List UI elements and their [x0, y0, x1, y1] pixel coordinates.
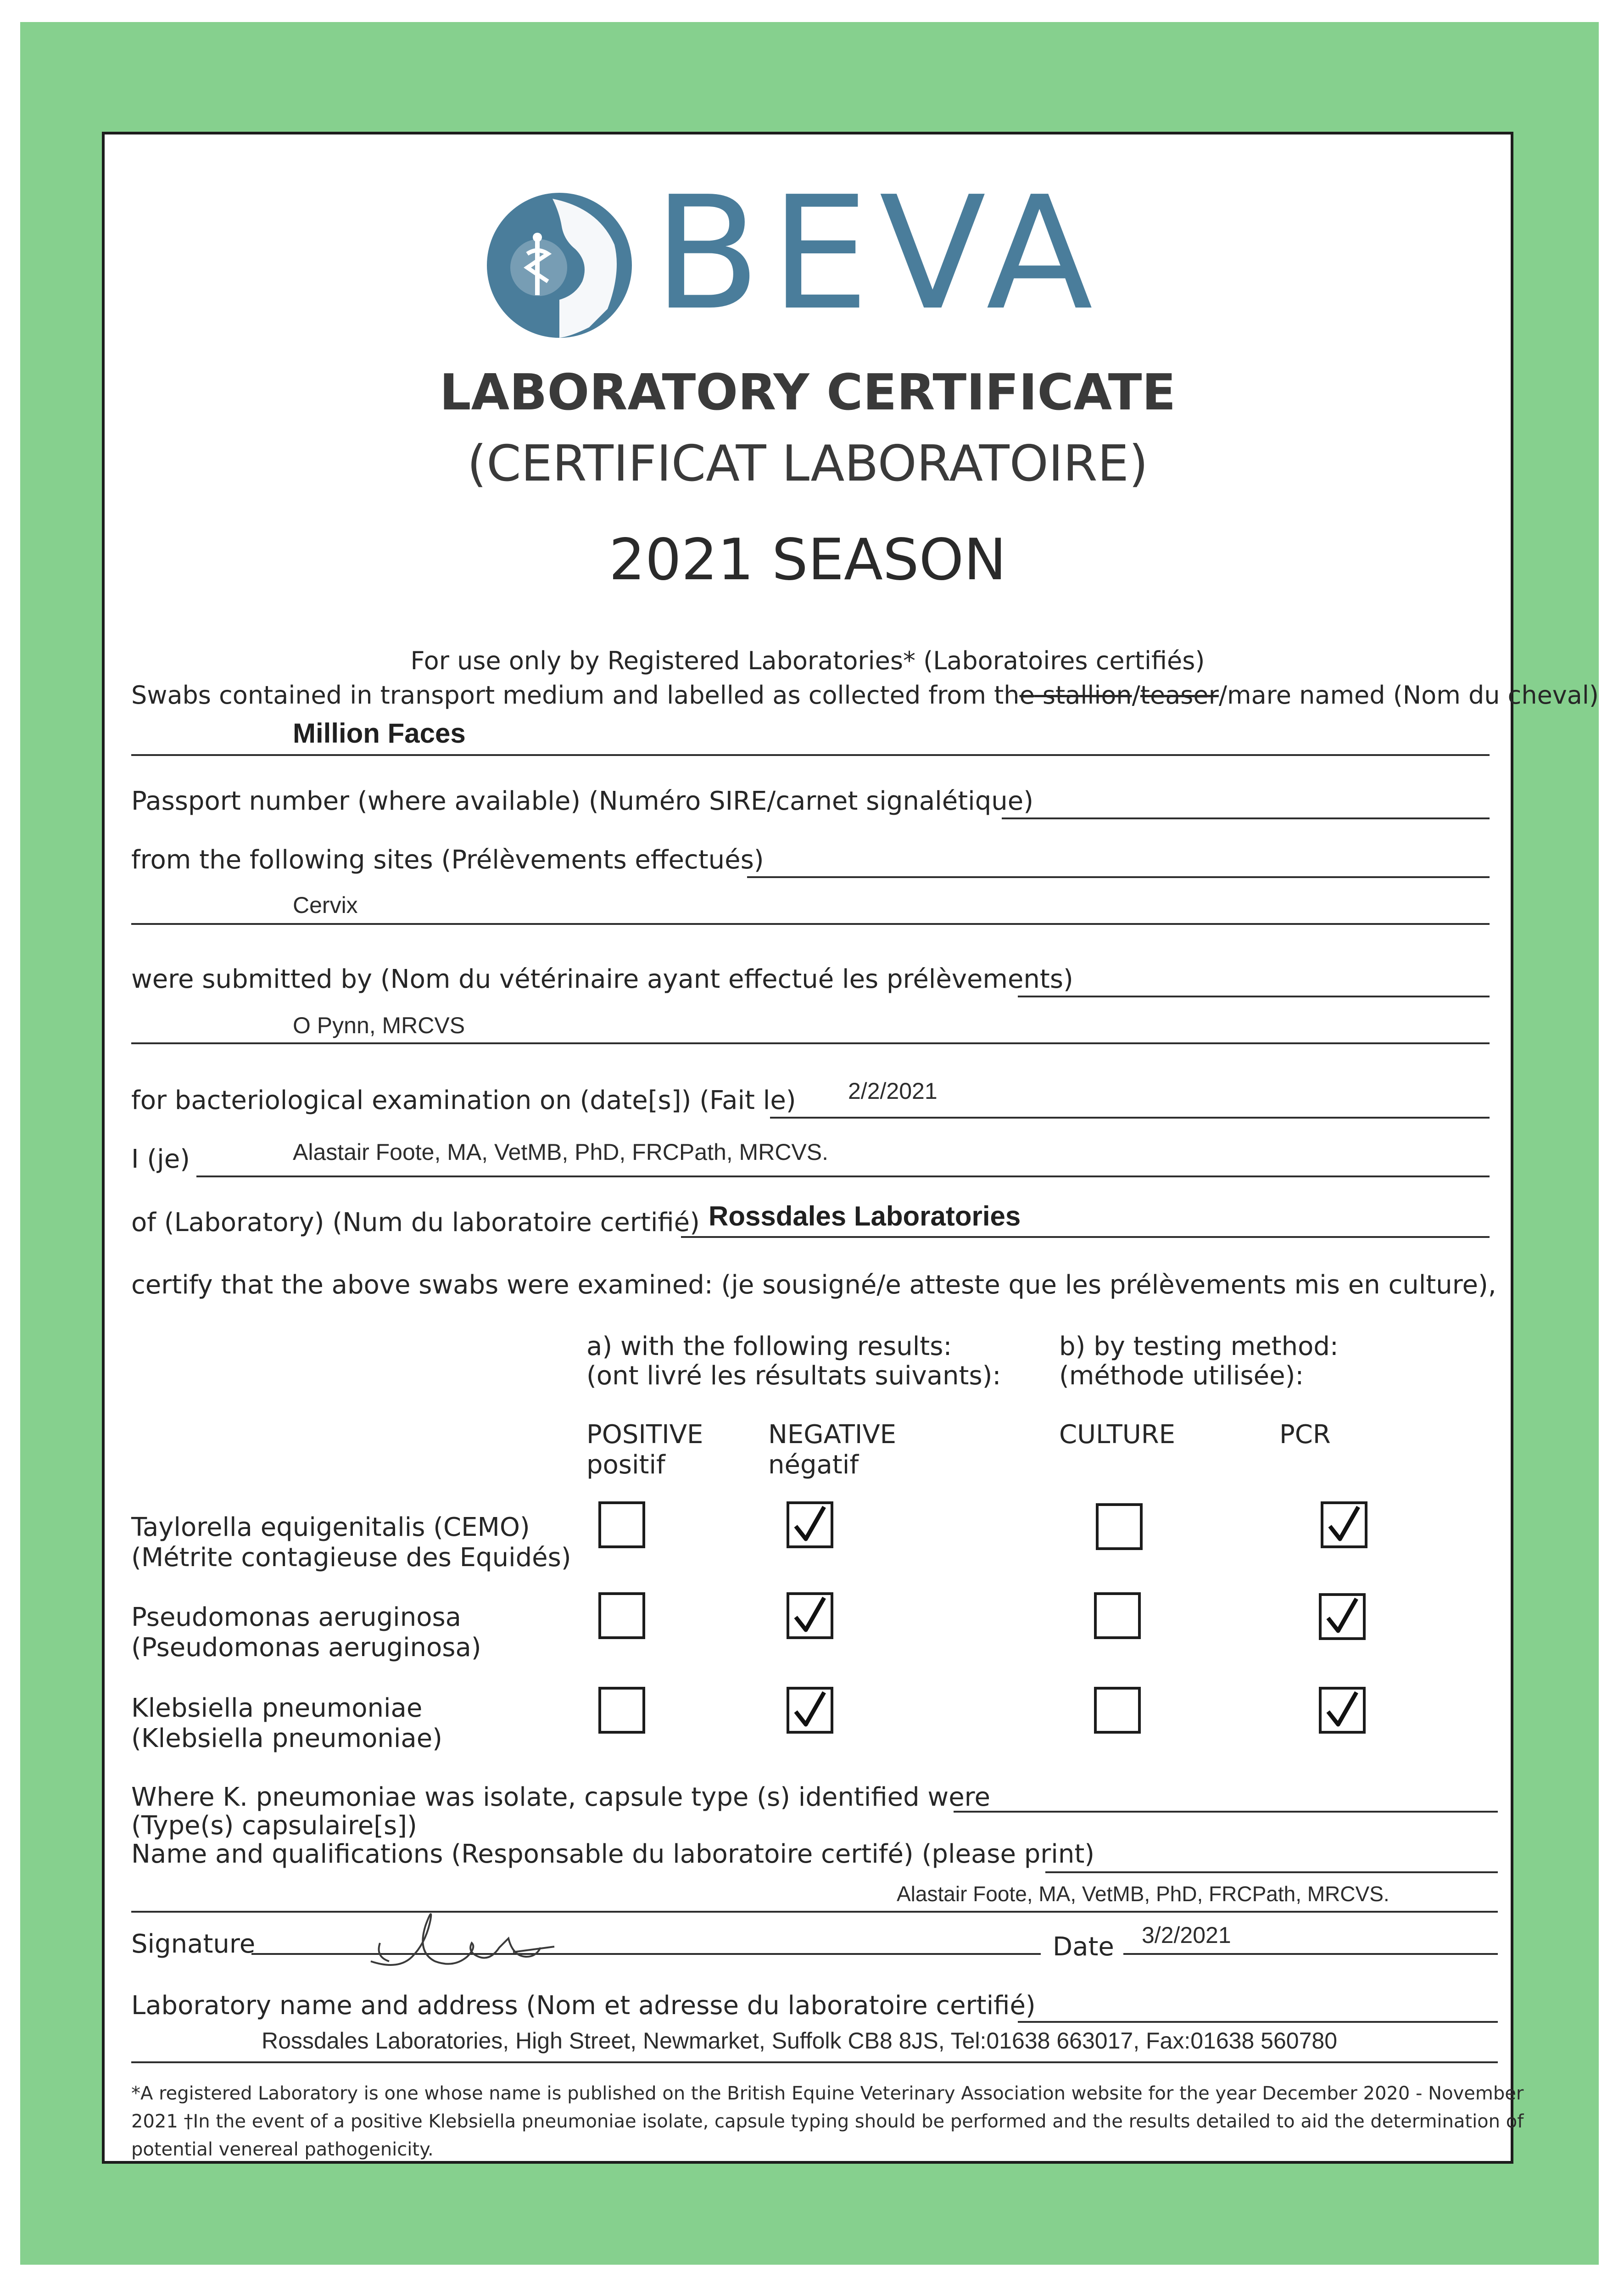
certificate-card [102, 132, 1599, 2164]
name-qualifications-label: Name and qualifications (Responsable du laboratoire certifé) (please print) [131, 1839, 1095, 1869]
lab-address-label: Laboratory name and address (Nom et adresse du laboratoire certifié) [131, 1991, 1036, 2021]
horse-name-value[interactable]: Million Faces [293, 718, 466, 749]
submitted-value[interactable]: O Pynn, MRCVS [293, 1013, 465, 1038]
passport-label: Passport number (where available) (Numéro SIRE/carnet signalétique) [131, 786, 1034, 816]
sites-label: from the following sites (Prélèvements effectués) [131, 845, 764, 875]
submitted-line-2 [131, 1042, 1490, 1044]
name-qualifications-line-1 [1045, 1871, 1498, 1873]
capsule-label-fr: (Type(s) capsulaire[s]) [131, 1811, 417, 1841]
organism-1-fr: (Métrite contagieuse des Equidés) [131, 1543, 571, 1573]
organism-1-pcr-checkbox[interactable] [1321, 1501, 1367, 1548]
laboratory-value[interactable]: Rossdales Laboratories [709, 1201, 1021, 1231]
je-label: I (je) [131, 1144, 190, 1174]
laboratory-line [681, 1236, 1490, 1238]
submitted-label: were submitted by (Nom du vétérinaire ayant effectué les prélèvements) [131, 964, 1073, 994]
footnote-line-3: potential venereal pathogenicity. [131, 2139, 434, 2160]
je-value[interactable]: Alastair Foote, MA, VetMB, PhD, FRCPath, MRCVS. [293, 1139, 829, 1165]
column-negative-fr: négatif [768, 1450, 859, 1480]
results-header-line-1: a) with the following results: [586, 1332, 952, 1361]
exam-date-label: for bacteriological examination on (date[s]) (Fait le) [131, 1086, 796, 1115]
exam-date-line [770, 1117, 1490, 1119]
horse-name-line [131, 754, 1490, 756]
capsule-line[interactable] [954, 1811, 1498, 1813]
column-pcr: PCR [1279, 1420, 1331, 1450]
passport-line[interactable] [1002, 817, 1490, 819]
exam-date-value[interactable]: 2/2/2021 [848, 1078, 938, 1104]
organism-2-name: Pseudomonas aeruginosa [131, 1602, 461, 1632]
beva-logo-text: BEVA [653, 163, 1103, 345]
organism-3-fr: (Klebsiella pneumoniae) [131, 1724, 443, 1753]
intro-line-2: Swabs contained in transport medium and labelled as collected from the stallion/teaser/mare named (Nom du cheval) [131, 681, 1599, 710]
organism-2-negative-checkbox[interactable] [787, 1592, 833, 1639]
results-header-line-2: (ont livré les résultats suivants): [586, 1361, 1001, 1391]
organism-1-negative-checkbox[interactable] [787, 1501, 833, 1548]
check-mark-icon [789, 1504, 831, 1545]
organism-3-culture-checkbox[interactable] [1094, 1687, 1141, 1734]
signature-scribble [362, 1892, 619, 1984]
organism-2-culture-checkbox[interactable] [1094, 1592, 1141, 1639]
method-header-line-2: (méthode utilisée): [1059, 1361, 1304, 1391]
check-mark-icon [789, 1595, 831, 1636]
lab-address-line-2 [131, 2061, 1498, 2063]
beva-logo-emblem [484, 190, 635, 341]
lab-address-value[interactable]: Rossdales Laboratories, High Street, Newmarket, Suffolk CB8 8JS, Tel:01638 663017, Fax:01638 560780 [262, 2028, 1338, 2054]
capsule-label: Where K. pneumoniae was isolate, capsule type (s) identified were [131, 1782, 990, 1812]
date-line [1123, 1953, 1498, 1955]
je-line [196, 1175, 1490, 1177]
intro-line-1: For use only by Registered Laboratories* (Laboratoires certifiés) [410, 646, 1205, 675]
column-negative: NEGATIVE [768, 1420, 897, 1450]
organism-3-pcr-checkbox[interactable] [1319, 1687, 1366, 1734]
signature-label: Signature [131, 1929, 256, 1959]
organism-2-pcr-checkbox[interactable] [1319, 1593, 1366, 1640]
organism-2-fr: (Pseudomonas aeruginosa) [131, 1633, 481, 1662]
organism-1-positive-checkbox[interactable] [598, 1501, 645, 1548]
check-mark-icon [1322, 1596, 1363, 1637]
sites-value[interactable]: Cervix [293, 892, 358, 918]
lab-address-line-1 [1018, 2021, 1498, 2023]
organism-2-positive-checkbox[interactable] [598, 1592, 645, 1639]
organism-3-name: Klebsiella pneumoniae [131, 1693, 423, 1723]
certificate-title: LABORATORY CERTIFICATE [439, 364, 1176, 421]
organism-1-name: Taylorella equigenitalis (CEMO) [131, 1512, 530, 1542]
column-culture: CULTURE [1059, 1420, 1176, 1450]
check-mark-icon [1323, 1504, 1365, 1545]
footnote-line-1: *A registered Laboratory is one whose name is published on the British Equine Veterinary Association website for the year December 2020 - November [131, 2083, 1524, 2104]
name-qualifications-value[interactable]: Alastair Foote, MA, VetMB, PhD, FRCPath, MRCVS. [897, 1882, 1390, 1906]
organism-3-positive-checkbox[interactable] [598, 1687, 645, 1734]
season-heading: 2021 SEASON [609, 527, 1006, 593]
date-label: Date [1053, 1932, 1114, 1962]
date-value[interactable]: 3/2/2021 [1142, 1922, 1231, 1948]
column-positive-fr: positif [586, 1450, 665, 1480]
check-mark-icon [789, 1690, 831, 1731]
certificate-subtitle: (CERTIFICAT LABORATOIRE) [467, 435, 1149, 493]
certify-label: certify that the above swabs were examined: (je sousigné/e atteste que les prélèvements mis en culture), [131, 1270, 1496, 1300]
footnote-line-2: 2021 †In the event of a positive Klebsiella pneumoniae isolate, capsule typing should be performed and the results detailed to aid the determination of [131, 2111, 1524, 2132]
laboratory-label: of (Laboratory) (Num du laboratoire certifié) [131, 1208, 700, 1237]
submitted-line-1 [1018, 996, 1490, 997]
check-mark-icon [1322, 1690, 1363, 1731]
organism-1-culture-checkbox[interactable] [1096, 1503, 1143, 1550]
sites-line-1 [747, 876, 1490, 878]
organism-3-negative-checkbox[interactable] [787, 1687, 833, 1734]
name-qualifications-line-2 [131, 1911, 1498, 1913]
sites-line-2 [131, 923, 1490, 925]
column-positive: POSITIVE [586, 1420, 703, 1450]
method-header-line-1: b) by testing method: [1059, 1332, 1339, 1361]
